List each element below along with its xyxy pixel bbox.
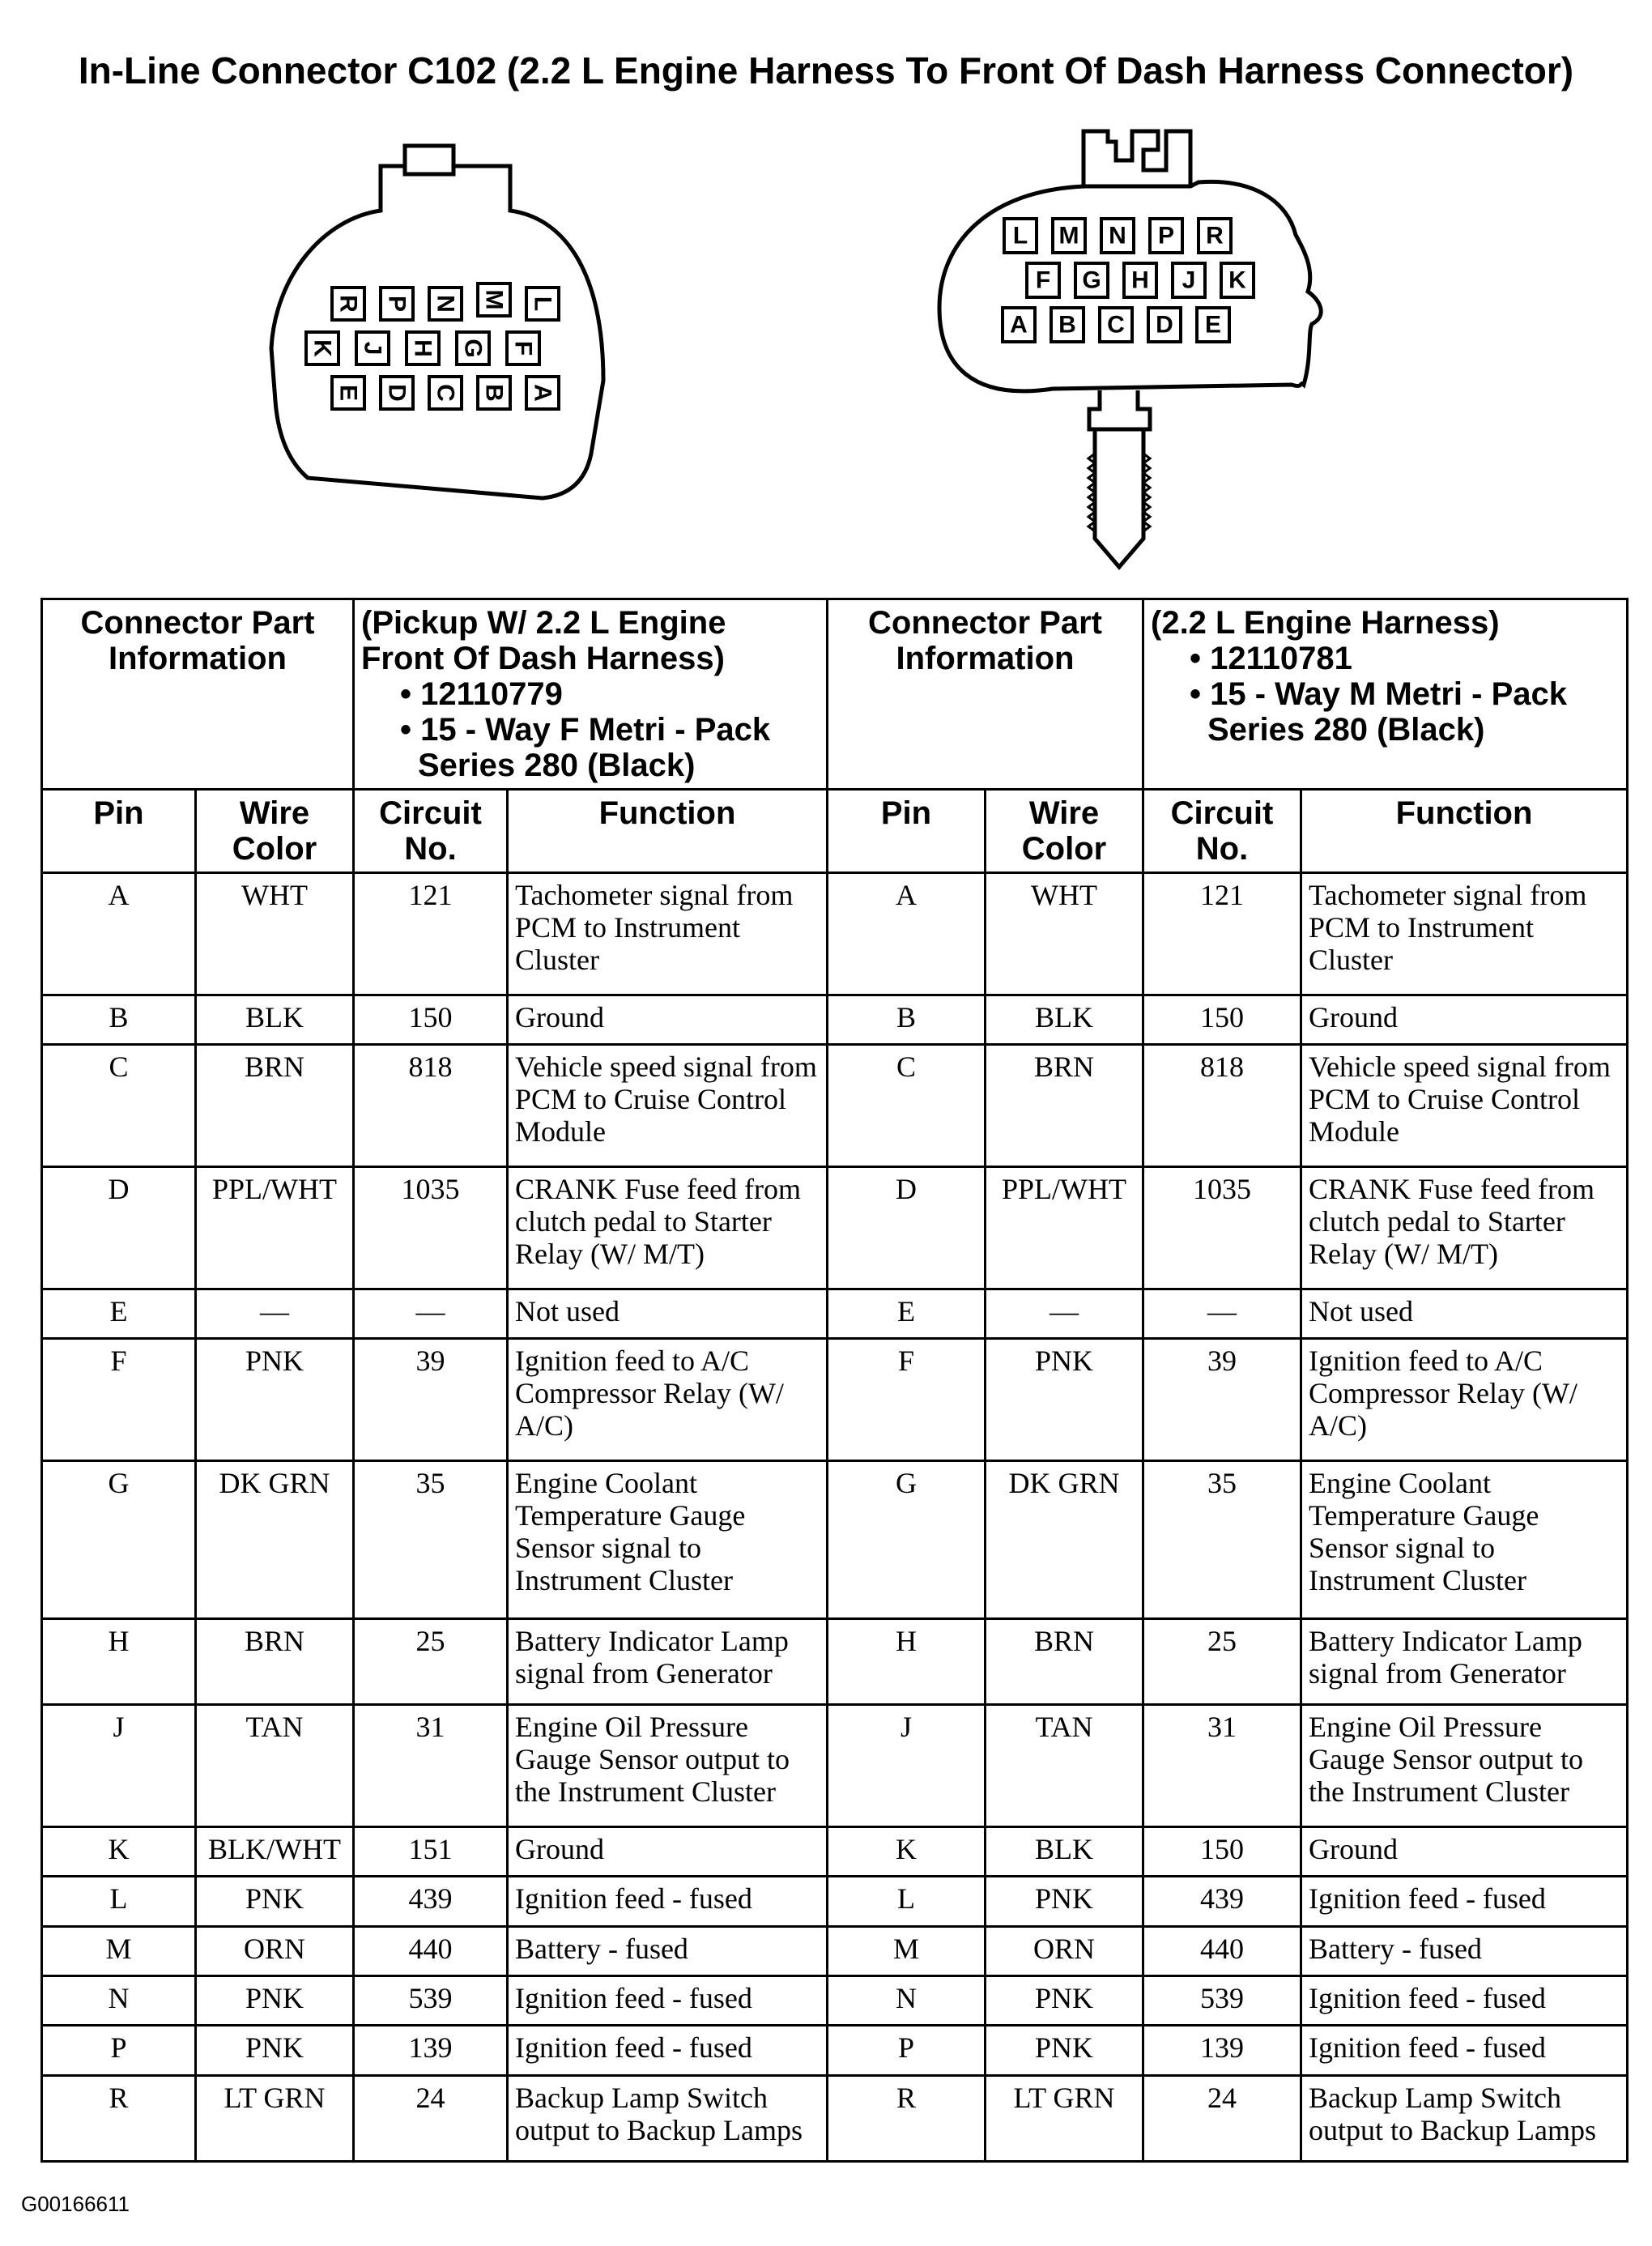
svg-text:N: N	[432, 295, 459, 313]
cell-function: Ignition feed to A/C Compressor Relay (W/ A/C)	[1301, 1338, 1628, 1460]
cell-function: Battery - fused	[508, 1926, 828, 1975]
cell-function: Ignition feed to A/C Compressor Relay (W/ A/C)	[508, 1338, 828, 1460]
cell-function: Engine Oil Pressure Gauge Sensor output to the Instrument Cluster	[1301, 1705, 1628, 1827]
cell-function: Ground	[1301, 995, 1628, 1044]
col-function: Function	[1301, 790, 1628, 873]
right-pin	[1027, 263, 1059, 297]
cell-pin: F	[828, 1338, 986, 1460]
svg-text:J: J	[359, 341, 386, 356]
svg-text:C: C	[1107, 311, 1125, 339]
page-title: In-Line Connector C102 (2.2 L Engine Harness To Front Of Dash Harness Connector)	[78, 49, 1574, 92]
cell-circuit: 150	[1143, 995, 1301, 1044]
svg-text:C: C	[432, 384, 459, 402]
svg-text:G: G	[459, 339, 487, 358]
left-pin	[478, 283, 510, 316]
cell-pin: P	[42, 2026, 196, 2075]
right-pin	[1199, 219, 1231, 253]
cell-wire: BLK/WHT	[196, 1826, 354, 1876]
svg-text:A: A	[1010, 311, 1028, 339]
cell-wire: WHT	[986, 873, 1143, 995]
cell-pin: M	[42, 1926, 196, 1975]
col-wire-color: Wire Color	[196, 790, 354, 873]
cell-pin: D	[42, 1166, 196, 1289]
cell-wire: ORN	[196, 1926, 354, 1975]
left-info-label: Connector Part Information	[42, 599, 354, 790]
cell-wire: BRN	[196, 1619, 354, 1705]
cell-pin: K	[828, 1826, 986, 1876]
cell-pin: G	[42, 1460, 196, 1618]
cell-circuit: 24	[354, 2075, 508, 2161]
pinout-table	[40, 598, 1629, 2163]
left-pin	[306, 332, 338, 364]
svg-text:L: L	[1012, 222, 1028, 249]
right-info-label: Connector Part Information	[828, 599, 1143, 790]
cell-circuit: —	[354, 1289, 508, 1338]
cell-pin: G	[828, 1460, 986, 1618]
cell-function: Ignition feed - fused	[1301, 2026, 1628, 2075]
left-pin	[526, 377, 559, 409]
cell-circuit: 121	[354, 873, 508, 995]
left-pin	[381, 288, 413, 320]
cell-circuit: 440	[354, 1926, 508, 1975]
cell-pin: P	[828, 2026, 986, 2075]
col-pin: Pin	[828, 790, 986, 873]
table-row	[42, 1826, 1628, 1876]
svg-text:P: P	[1157, 222, 1175, 249]
cell-circuit: 539	[354, 1976, 508, 2026]
table-row	[42, 1166, 1628, 1289]
table-row	[42, 1926, 1628, 1975]
right-connector-threads	[1088, 454, 1150, 531]
cell-function: Ignition feed - fused	[508, 1877, 828, 1926]
table-row	[42, 2075, 1628, 2161]
cell-circuit: 39	[354, 1338, 508, 1460]
right-pin	[1173, 263, 1205, 297]
col-circuit: Circuit No.	[1143, 790, 1301, 873]
left-pin	[381, 377, 413, 409]
cell-wire: PNK	[986, 1877, 1143, 1926]
cell-circuit: —	[1143, 1289, 1301, 1338]
col-pin: Pin	[42, 790, 196, 873]
cell-circuit: 139	[1143, 2026, 1301, 2075]
cell-pin: E	[42, 1289, 196, 1338]
right-pin	[1148, 308, 1181, 342]
left-connector-body	[271, 146, 603, 498]
cell-pin: R	[42, 2075, 196, 2161]
right-pin	[1197, 308, 1229, 342]
cell-wire: BLK	[986, 995, 1143, 1044]
left-connector-pins	[306, 283, 559, 409]
cell-circuit: 818	[354, 1045, 508, 1167]
cell-wire: LT GRN	[986, 2075, 1143, 2161]
cell-pin: A	[42, 873, 196, 995]
cell-wire: BRN	[986, 1619, 1143, 1705]
connector-info-row	[42, 599, 1628, 790]
cell-circuit: 35	[1143, 1460, 1301, 1618]
col-function: Function	[508, 790, 828, 873]
cell-wire: DK GRN	[986, 1460, 1143, 1618]
svg-text:L: L	[529, 296, 556, 312]
cell-pin: C	[828, 1045, 986, 1167]
cell-wire: PNK	[986, 1976, 1143, 2026]
right-pin	[1101, 219, 1134, 253]
cell-pin: J	[42, 1705, 196, 1827]
cell-pin: H	[828, 1619, 986, 1705]
cell-circuit: 150	[354, 995, 508, 1044]
cell-function: Engine Coolant Temperature Gauge Sensor signal to Instrument Cluster	[1301, 1460, 1628, 1618]
left-pin	[526, 288, 559, 320]
connector-diagrams	[0, 0, 1652, 583]
left-pin	[429, 288, 462, 320]
figure-code: G00166611	[21, 2192, 130, 2216]
table-row	[42, 1460, 1628, 1618]
svg-text:M: M	[1058, 222, 1079, 249]
right-pin	[1004, 219, 1037, 253]
cell-circuit: 151	[354, 1826, 508, 1876]
cell-function: Backup Lamp Switch output to Backup Lamps	[508, 2075, 828, 2161]
table-row	[42, 1338, 1628, 1460]
table-row	[42, 1976, 1628, 2026]
right-pin	[1003, 308, 1035, 342]
cell-function: Ignition feed - fused	[1301, 1877, 1628, 1926]
left-pin	[407, 332, 439, 364]
cell-pin: A	[828, 873, 986, 995]
svg-text:E: E	[334, 384, 362, 402]
right-pin	[1124, 263, 1156, 297]
cell-pin: N	[828, 1976, 986, 2026]
svg-text:B: B	[1058, 311, 1076, 339]
cell-function: Ignition feed - fused	[508, 2026, 828, 2075]
cell-pin: L	[42, 1877, 196, 1926]
cell-circuit: 39	[1143, 1338, 1301, 1460]
cell-pin: B	[42, 995, 196, 1044]
cell-pin: C	[42, 1045, 196, 1167]
cell-wire: LT GRN	[196, 2075, 354, 2161]
table-row	[42, 1705, 1628, 1827]
left-pin	[457, 332, 489, 364]
cell-wire: ORN	[986, 1926, 1143, 1975]
cell-wire: WHT	[196, 873, 354, 995]
right-pin	[1221, 263, 1254, 297]
cell-function: Battery Indicator Lamp signal from Generator	[508, 1619, 828, 1705]
pin-rows	[42, 873, 1628, 2162]
cell-wire: BLK	[986, 1826, 1143, 1876]
col-circuit: Circuit No.	[354, 790, 508, 873]
cell-circuit: 440	[1143, 1926, 1301, 1975]
svg-text:P: P	[383, 295, 411, 313]
cell-wire: TAN	[196, 1705, 354, 1827]
cell-pin: L	[828, 1877, 986, 1926]
cell-wire: BRN	[986, 1045, 1143, 1167]
left-connector-latch	[405, 158, 453, 174]
cell-function: Battery - fused	[1301, 1926, 1628, 1975]
left-pin	[356, 332, 389, 364]
cell-wire: —	[196, 1289, 354, 1338]
cell-wire: BRN	[196, 1045, 354, 1167]
svg-text:G: G	[1082, 266, 1101, 294]
cell-wire: PPL/WHT	[196, 1166, 354, 1289]
cell-pin: D	[828, 1166, 986, 1289]
cell-circuit: 31	[354, 1705, 508, 1827]
left-info: (Pickup W/ 2.2 L Engine Front Of Dash Harness) • 12110779 • 15 - Way F Metri - Pack Series 280 (Black)	[354, 599, 828, 790]
table-row	[42, 1877, 1628, 1926]
cell-wire: PNK	[986, 1338, 1143, 1460]
cell-circuit: 25	[1143, 1619, 1301, 1705]
left-part-number: • 12110779	[361, 676, 820, 712]
right-connector-pins	[1003, 219, 1254, 342]
cell-pin: R	[828, 2075, 986, 2161]
cell-wire: PNK	[986, 2026, 1143, 2075]
cell-function: Tachometer signal from PCM to Instrument Cluster	[1301, 873, 1628, 995]
svg-text:D: D	[1156, 311, 1173, 339]
cell-pin: B	[828, 995, 986, 1044]
column-header-row	[42, 790, 1628, 873]
right-pin	[1150, 219, 1182, 253]
cell-wire: BLK	[196, 995, 354, 1044]
table-row	[42, 995, 1628, 1044]
right-pin	[1051, 308, 1084, 342]
svg-text:M: M	[480, 289, 508, 310]
cell-circuit: 31	[1143, 1705, 1301, 1827]
svg-text:N: N	[1109, 222, 1126, 249]
cell-circuit: 818	[1143, 1045, 1301, 1167]
cell-wire: PNK	[196, 2026, 354, 2075]
cell-function: Not used	[1301, 1289, 1628, 1338]
right-info: (2.2 L Engine Harness) • 12110781 • 15 - Way M Metri - Pack Series 280 (Black)	[1143, 599, 1628, 790]
table-row	[42, 873, 1628, 995]
svg-text:F: F	[509, 340, 537, 356]
cell-function: Not used	[508, 1289, 828, 1338]
cell-function: Ignition feed - fused	[1301, 1976, 1628, 2026]
cell-circuit: 25	[354, 1619, 508, 1705]
left-pin	[429, 377, 462, 409]
svg-text:R: R	[334, 295, 362, 313]
cell-pin: K	[42, 1826, 196, 1876]
svg-text:J: J	[1182, 266, 1196, 294]
left-pin	[478, 377, 510, 409]
right-connector-tab	[1084, 131, 1190, 188]
table-row	[42, 1045, 1628, 1167]
cell-wire: PPL/WHT	[986, 1166, 1143, 1289]
cell-function: Ignition feed - fused	[508, 1976, 828, 2026]
svg-text:B: B	[480, 384, 508, 402]
left-pin	[332, 288, 364, 320]
right-connector-shaft	[1095, 429, 1143, 567]
svg-text:R: R	[1206, 222, 1224, 249]
right-pin	[1100, 308, 1132, 342]
cell-function: CRANK Fuse feed from clutch pedal to Starter Relay (W/ M/T)	[508, 1166, 828, 1289]
cell-circuit: 139	[354, 2026, 508, 2075]
cell-function: Backup Lamp Switch output to Backup Lamps	[1301, 2075, 1628, 2161]
cell-function: Engine Coolant Temperature Gauge Sensor signal to Instrument Cluster	[508, 1460, 828, 1618]
table-row	[42, 2026, 1628, 2075]
cell-circuit: 35	[354, 1460, 508, 1618]
cell-circuit: 1035	[354, 1166, 508, 1289]
right-pin	[1053, 219, 1085, 253]
cell-function: Engine Oil Pressure Gauge Sensor output to the Instrument Cluster	[508, 1705, 828, 1827]
left-connector	[271, 146, 603, 498]
cell-wire: TAN	[986, 1705, 1143, 1827]
cell-function: Ground	[508, 995, 828, 1044]
table-row	[42, 1619, 1628, 1705]
cell-circuit: 121	[1143, 873, 1301, 995]
cell-pin: H	[42, 1619, 196, 1705]
svg-text:H: H	[409, 339, 436, 357]
cell-function: CRANK Fuse feed from clutch pedal to Starter Relay (W/ M/T)	[1301, 1166, 1628, 1289]
right-pin	[1075, 263, 1108, 297]
cell-pin: E	[828, 1289, 986, 1338]
right-part-number: • 12110781	[1151, 641, 1620, 676]
col-wire-color: Wire Color	[986, 790, 1143, 873]
svg-text:F: F	[1035, 266, 1051, 294]
cell-wire: PNK	[196, 1877, 354, 1926]
cell-circuit: 439	[354, 1877, 508, 1926]
right-connector	[939, 131, 1321, 567]
cell-circuit: 150	[1143, 1826, 1301, 1876]
cell-circuit: 1035	[1143, 1166, 1301, 1289]
cell-circuit: 439	[1143, 1877, 1301, 1926]
cell-wire: PNK	[196, 1976, 354, 2026]
cell-pin: M	[828, 1926, 986, 1975]
cell-wire: DK GRN	[196, 1460, 354, 1618]
cell-pin: F	[42, 1338, 196, 1460]
cell-function: Tachometer signal from PCM to Instrument Cluster	[508, 873, 828, 995]
cell-circuit: 539	[1143, 1976, 1301, 2026]
cell-function: Vehicle speed signal from PCM to Cruise Control Module	[1301, 1045, 1628, 1167]
right-connector-neck	[1089, 390, 1150, 429]
svg-text:E: E	[1204, 311, 1222, 339]
cell-function: Ground	[1301, 1826, 1628, 1876]
cell-pin: N	[42, 1976, 196, 2026]
svg-text:K: K	[309, 339, 336, 357]
cell-wire: PNK	[196, 1338, 354, 1460]
cell-circuit: 24	[1143, 2075, 1301, 2161]
svg-text:H: H	[1131, 266, 1149, 294]
svg-text:K: K	[1228, 266, 1246, 294]
left-pin	[332, 377, 364, 409]
table-row	[42, 1289, 1628, 1338]
cell-function: Ground	[508, 1826, 828, 1876]
cell-function: Vehicle speed signal from PCM to Cruise Control Module	[508, 1045, 828, 1167]
cell-pin: J	[828, 1705, 986, 1827]
svg-text:D: D	[383, 384, 411, 402]
left-pin	[507, 332, 539, 364]
cell-function: Battery Indicator Lamp signal from Generator	[1301, 1619, 1628, 1705]
cell-wire: —	[986, 1289, 1143, 1338]
svg-text:A: A	[529, 384, 556, 402]
